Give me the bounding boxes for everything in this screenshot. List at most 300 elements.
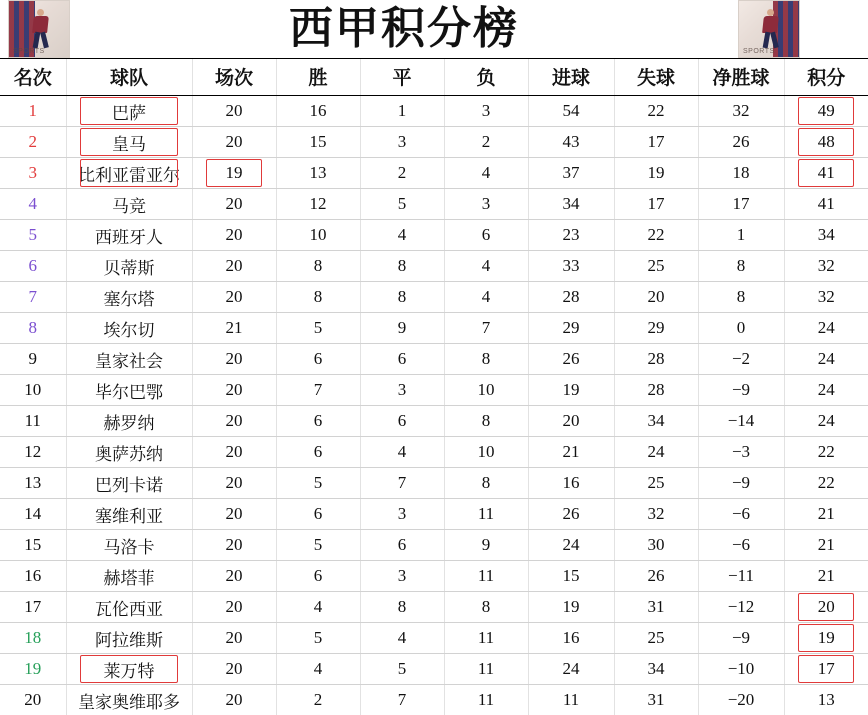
- cell-loss: [444, 468, 528, 499]
- cell-points-value: 22: [818, 473, 835, 492]
- cell-played-value: 20: [226, 597, 243, 616]
- cell-goals-for-value: 26: [563, 504, 580, 523]
- cell-goals-against-value: 22: [648, 101, 665, 120]
- cell-team: [66, 530, 192, 561]
- cell-draw-value: 3: [398, 132, 407, 151]
- cell-rank: [0, 251, 66, 282]
- cell-played-value: 20: [226, 287, 243, 306]
- cell-team: [66, 189, 192, 220]
- cell-win-value: 6: [314, 566, 323, 585]
- cell-loss-value: 4: [482, 287, 491, 306]
- cell-loss: [444, 344, 528, 375]
- cell-win: [276, 437, 360, 468]
- table-row: [0, 468, 868, 499]
- cell-loss: [444, 406, 528, 437]
- cell-points-value: 24: [818, 349, 835, 368]
- cell-win-value: 4: [314, 659, 323, 678]
- cell-team: [66, 220, 192, 251]
- cell-win: [276, 654, 360, 685]
- cell-goals-for-value: 24: [563, 535, 580, 554]
- cell-draw: [360, 96, 444, 127]
- cell-played-value: 20: [226, 349, 243, 368]
- cell-loss-value: 4: [482, 163, 491, 182]
- cell-goals-against: [614, 313, 698, 344]
- cell-goals-for: [528, 685, 614, 715]
- cell-rank-value: 15: [24, 535, 41, 554]
- cell-goal-diff: [698, 406, 784, 437]
- cell-played-value: 20: [226, 132, 243, 151]
- cell-goal-diff-value: 0: [737, 318, 746, 337]
- cell-win-value: 10: [310, 225, 327, 244]
- cell-loss: [444, 530, 528, 561]
- column-header-win: 胜: [276, 59, 360, 96]
- cell-goals-against-value: 31: [648, 597, 665, 616]
- cell-points-value: 34: [818, 225, 835, 244]
- cell-win-value: 5: [314, 473, 323, 492]
- cell-goals-against: [614, 468, 698, 499]
- cell-played: [192, 127, 276, 158]
- cell-played-value: 21: [226, 318, 243, 337]
- cell-goal-diff-value: −3: [732, 442, 750, 461]
- cell-rank: [0, 530, 66, 561]
- cell-win-value: 5: [314, 535, 323, 554]
- cell-loss-value: 11: [478, 690, 494, 709]
- cell-goals-against-value: 30: [648, 535, 665, 554]
- cell-rank: [0, 344, 66, 375]
- cell-goals-for-value: 24: [563, 659, 580, 678]
- cell-goal-diff-value: 18: [733, 163, 750, 182]
- cell-points: [784, 685, 868, 715]
- cell-played: [192, 313, 276, 344]
- cell-goals-against: [614, 592, 698, 623]
- cell-played-value: 20: [226, 659, 243, 678]
- table-row: [0, 654, 868, 685]
- cell-points: [784, 437, 868, 468]
- cell-loss-value: 2: [482, 132, 491, 151]
- cell-goals-for: [528, 220, 614, 251]
- cell-goal-diff-value: −14: [728, 411, 755, 430]
- cell-draw: [360, 282, 444, 313]
- table-row: [0, 127, 868, 158]
- cell-rank-value: 17: [24, 597, 41, 616]
- table-row: [0, 375, 868, 406]
- cell-points-value: 22: [818, 442, 835, 461]
- cell-draw: [360, 468, 444, 499]
- cell-points-value: 41: [818, 194, 835, 213]
- table-row: [0, 220, 868, 251]
- cell-win: [276, 96, 360, 127]
- table-row: [0, 437, 868, 468]
- cell-team-value: 塞维利亚: [95, 507, 163, 526]
- cell-rank: [0, 220, 66, 251]
- table-row: [0, 158, 868, 189]
- cell-points: [784, 251, 868, 282]
- cell-draw-value: 5: [398, 659, 407, 678]
- cell-goals-for: [528, 375, 614, 406]
- table-row: [0, 623, 868, 654]
- cell-loss-value: 11: [478, 628, 494, 647]
- player-figure-right: [761, 9, 781, 49]
- cell-goals-against-value: 34: [648, 411, 665, 430]
- column-header-rank: 名次: [0, 59, 66, 96]
- table-row: [0, 561, 868, 592]
- cell-rank: [0, 499, 66, 530]
- cell-win-value: 6: [314, 504, 323, 523]
- cell-draw-value: 8: [398, 256, 407, 275]
- cell-goals-for-value: 21: [563, 442, 580, 461]
- cell-played: [192, 375, 276, 406]
- cell-rank: [0, 685, 66, 715]
- cell-goal-diff-value: −10: [728, 659, 755, 678]
- cell-goals-for: [528, 344, 614, 375]
- cell-goals-for-value: 34: [563, 194, 580, 213]
- cell-loss-value: 6: [482, 225, 491, 244]
- cell-goals-against-value: 26: [648, 566, 665, 585]
- cell-draw: [360, 530, 444, 561]
- cell-goal-diff-value: 1: [737, 225, 746, 244]
- cell-draw-value: 1: [398, 101, 407, 120]
- cell-goals-for-value: 43: [563, 132, 580, 151]
- cell-goals-against: [614, 220, 698, 251]
- cell-points-value: 21: [818, 504, 835, 523]
- cell-win: [276, 189, 360, 220]
- cell-team-value: 奥萨苏纳: [95, 445, 163, 464]
- cell-rank: [0, 654, 66, 685]
- cell-team: [66, 437, 192, 468]
- cell-goals-for-value: 29: [563, 318, 580, 337]
- cell-rank-value: 5: [29, 225, 38, 244]
- cell-loss: [444, 313, 528, 344]
- cell-team-value: 毕尔巴鄂: [95, 383, 163, 402]
- cell-goals-against: [614, 499, 698, 530]
- cell-loss: [444, 592, 528, 623]
- cell-team-value: 塞尔塔: [104, 290, 155, 309]
- sports-photo-right: [738, 0, 800, 58]
- cell-goals-against-value: 25: [648, 473, 665, 492]
- cell-loss: [444, 220, 528, 251]
- cell-draw-value: 4: [398, 628, 407, 647]
- cell-points-value: 21: [818, 535, 835, 554]
- cell-rank: [0, 561, 66, 592]
- page-header: [0, 0, 808, 58]
- cell-goals-against-value: 17: [648, 132, 665, 151]
- column-header-goals-against: 失球: [614, 59, 698, 96]
- cell-team: [66, 158, 192, 189]
- cell-points: [784, 220, 868, 251]
- cell-rank: [0, 468, 66, 499]
- cell-goals-for: [528, 127, 614, 158]
- cell-team: [66, 406, 192, 437]
- cell-goals-against-value: 17: [648, 194, 665, 213]
- cell-played-value: 20: [226, 535, 243, 554]
- cell-goals-for: [528, 406, 614, 437]
- cell-loss: [444, 437, 528, 468]
- cell-goal-diff: [698, 592, 784, 623]
- cell-team: [66, 313, 192, 344]
- cell-rank-value: 18: [24, 628, 41, 647]
- cell-points: [784, 96, 868, 127]
- cell-team: [66, 592, 192, 623]
- cell-goals-for-value: 19: [563, 380, 580, 399]
- cell-points-value: 13: [818, 690, 835, 709]
- cell-rank: [0, 189, 66, 220]
- cell-goals-against: [614, 127, 698, 158]
- cell-win: [276, 530, 360, 561]
- cell-loss-value: 8: [482, 597, 491, 616]
- cell-goals-for-value: 26: [563, 349, 580, 368]
- cell-played: [192, 282, 276, 313]
- cell-team-value: 皇家社会: [95, 352, 163, 371]
- cell-goals-for: [528, 654, 614, 685]
- cell-goals-for: [528, 468, 614, 499]
- cell-rank: [0, 158, 66, 189]
- cell-draw: [360, 592, 444, 623]
- cell-goals-against: [614, 189, 698, 220]
- cell-rank-value: 20: [24, 690, 41, 709]
- cell-loss: [444, 96, 528, 127]
- cell-goals-against: [614, 344, 698, 375]
- cell-goals-for: [528, 499, 614, 530]
- cell-draw-value: 3: [398, 380, 407, 399]
- cell-team: [66, 654, 192, 685]
- cell-draw-value: 9: [398, 318, 407, 337]
- table-row: [0, 282, 868, 313]
- cell-played: [192, 592, 276, 623]
- cell-rank-value: 12: [24, 442, 41, 461]
- cell-draw-value: 2: [398, 163, 407, 182]
- cell-goals-against: [614, 251, 698, 282]
- cell-goal-diff: [698, 375, 784, 406]
- cell-goals-for: [528, 561, 614, 592]
- cell-goals-for: [528, 623, 614, 654]
- table-row: [0, 685, 868, 715]
- cell-played-value: 20: [226, 504, 243, 523]
- cell-goal-diff: [698, 468, 784, 499]
- cell-goal-diff: [698, 313, 784, 344]
- cell-goal-diff: [698, 158, 784, 189]
- cell-team-value: 皇马: [112, 135, 146, 154]
- cell-goal-diff-value: −11: [728, 566, 754, 585]
- cell-team-value: 皇家奥维耶多: [78, 693, 180, 712]
- cell-goals-for: [528, 282, 614, 313]
- cell-points-value: 41: [818, 163, 835, 182]
- cell-played: [192, 499, 276, 530]
- cell-goal-diff: [698, 530, 784, 561]
- cell-rank: [0, 375, 66, 406]
- cell-played-value: 20: [226, 101, 243, 120]
- cell-points: [784, 158, 868, 189]
- cell-loss-value: 11: [478, 504, 494, 523]
- cell-team: [66, 468, 192, 499]
- cell-win-value: 5: [314, 318, 323, 337]
- cell-points-value: 20: [818, 597, 835, 616]
- cell-draw: [360, 499, 444, 530]
- cell-loss-value: 10: [478, 380, 495, 399]
- cell-draw-value: 3: [398, 504, 407, 523]
- cell-draw-value: 6: [398, 349, 407, 368]
- cell-goal-diff-value: 8: [737, 287, 746, 306]
- cell-goal-diff-value: 32: [733, 101, 750, 120]
- cell-goals-against-value: 29: [648, 318, 665, 337]
- table-row: [0, 406, 868, 437]
- cell-goal-diff: [698, 96, 784, 127]
- cell-points: [784, 189, 868, 220]
- cell-team-value: 西班牙人: [95, 228, 163, 247]
- cell-points: [784, 468, 868, 499]
- cell-win: [276, 127, 360, 158]
- cell-goals-for-value: 28: [563, 287, 580, 306]
- cell-team-value: 赫塔菲: [104, 569, 155, 588]
- page-title: 西甲积分榜: [289, 7, 519, 51]
- cell-team: [66, 561, 192, 592]
- table-row: [0, 592, 868, 623]
- cell-goals-against: [614, 158, 698, 189]
- cell-team-value: 埃尔切: [104, 321, 155, 340]
- table-row: [0, 313, 868, 344]
- cell-points: [784, 592, 868, 623]
- cell-played-value: 20: [226, 566, 243, 585]
- cell-draw: [360, 158, 444, 189]
- cell-draw: [360, 623, 444, 654]
- cell-goals-for-value: 54: [563, 101, 580, 120]
- cell-loss: [444, 623, 528, 654]
- cell-goal-diff-value: 8: [737, 256, 746, 275]
- cell-team-value: 比利亚雷亚尔: [78, 166, 180, 185]
- cell-points: [784, 499, 868, 530]
- column-header-draw: 平: [360, 59, 444, 96]
- cell-loss-value: 4: [482, 256, 491, 275]
- cell-goals-against: [614, 530, 698, 561]
- table-row: [0, 251, 868, 282]
- cell-draw: [360, 437, 444, 468]
- cell-goals-against: [614, 561, 698, 592]
- cell-goals-for: [528, 189, 614, 220]
- cell-goals-for: [528, 530, 614, 561]
- cell-win: [276, 282, 360, 313]
- cell-played-value: 20: [226, 411, 243, 430]
- cell-draw: [360, 313, 444, 344]
- cell-points-value: 49: [818, 101, 835, 120]
- cell-loss: [444, 561, 528, 592]
- cell-goals-against-value: 25: [648, 256, 665, 275]
- cell-team: [66, 685, 192, 715]
- cell-loss-value: 8: [482, 411, 491, 430]
- cell-played: [192, 158, 276, 189]
- cell-goals-against-value: 19: [648, 163, 665, 182]
- cell-loss-value: 10: [478, 442, 495, 461]
- cell-goal-diff-value: −12: [728, 597, 755, 616]
- cell-played: [192, 685, 276, 715]
- cell-goals-for-value: 19: [563, 597, 580, 616]
- cell-win: [276, 592, 360, 623]
- cell-loss-value: 11: [478, 659, 494, 678]
- cell-rank-value: 8: [29, 318, 38, 337]
- cell-goal-diff: [698, 685, 784, 715]
- cell-goals-for-value: 20: [563, 411, 580, 430]
- cell-goals-for: [528, 437, 614, 468]
- cell-goal-diff: [698, 561, 784, 592]
- cell-goal-diff: [698, 623, 784, 654]
- cell-played: [192, 344, 276, 375]
- cell-loss-value: 9: [482, 535, 491, 554]
- cell-win-value: 5: [314, 628, 323, 647]
- cell-draw-value: 7: [398, 690, 407, 709]
- cell-team-value: 巴列卡诺: [95, 476, 163, 495]
- cell-team: [66, 344, 192, 375]
- cell-played-value: 20: [226, 380, 243, 399]
- cell-loss: [444, 158, 528, 189]
- cell-goals-against-value: 24: [648, 442, 665, 461]
- cell-goals-against: [614, 406, 698, 437]
- cell-draw-value: 3: [398, 566, 407, 585]
- cell-rank-value: 19: [24, 659, 41, 678]
- cell-played-value: 20: [226, 690, 243, 709]
- cell-goals-for: [528, 313, 614, 344]
- cell-goals-for-value: 33: [563, 256, 580, 275]
- cell-draw-value: 5: [398, 194, 407, 213]
- cell-win-value: 12: [310, 194, 327, 213]
- cell-loss-value: 3: [482, 101, 491, 120]
- cell-rank: [0, 623, 66, 654]
- cell-win: [276, 158, 360, 189]
- cell-team-value: 贝蒂斯: [104, 259, 155, 278]
- cell-rank-value: 9: [29, 349, 38, 368]
- cell-win-value: 6: [314, 442, 323, 461]
- cell-team-value: 巴萨: [112, 104, 146, 123]
- cell-team-value: 莱万特: [104, 662, 155, 681]
- cell-draw-value: 7: [398, 473, 407, 492]
- cell-loss: [444, 251, 528, 282]
- cell-win: [276, 468, 360, 499]
- cell-points: [784, 127, 868, 158]
- cell-goals-for: [528, 251, 614, 282]
- cell-played-value: 19: [226, 163, 243, 182]
- cell-win: [276, 375, 360, 406]
- cell-team: [66, 96, 192, 127]
- cell-rank: [0, 127, 66, 158]
- cell-played: [192, 561, 276, 592]
- cell-points: [784, 530, 868, 561]
- cell-loss: [444, 654, 528, 685]
- cell-win: [276, 623, 360, 654]
- cell-rank: [0, 96, 66, 127]
- cell-goals-against-value: 28: [648, 380, 665, 399]
- column-header-points: 积分: [784, 59, 868, 96]
- cell-rank-value: 6: [29, 256, 38, 275]
- cell-played: [192, 251, 276, 282]
- column-header-goal-diff: 净胜球: [698, 59, 784, 96]
- cell-team: [66, 499, 192, 530]
- cell-points-value: 24: [818, 380, 835, 399]
- cell-draw: [360, 375, 444, 406]
- cell-goal-diff-value: 26: [733, 132, 750, 151]
- cell-win-value: 16: [310, 101, 327, 120]
- cell-win: [276, 344, 360, 375]
- cell-draw-value: 4: [398, 225, 407, 244]
- cell-draw-value: 6: [398, 411, 407, 430]
- cell-win: [276, 313, 360, 344]
- cell-loss-value: 8: [482, 349, 491, 368]
- cell-win-value: 6: [314, 411, 323, 430]
- cell-team-value: 马竞: [112, 197, 146, 216]
- cell-team-value: 瓦伦西亚: [95, 600, 163, 619]
- cell-loss-value: 11: [478, 566, 494, 585]
- cell-goals-against: [614, 437, 698, 468]
- cell-rank-value: 3: [29, 163, 38, 182]
- cell-loss: [444, 375, 528, 406]
- cell-played: [192, 654, 276, 685]
- cell-rank: [0, 282, 66, 313]
